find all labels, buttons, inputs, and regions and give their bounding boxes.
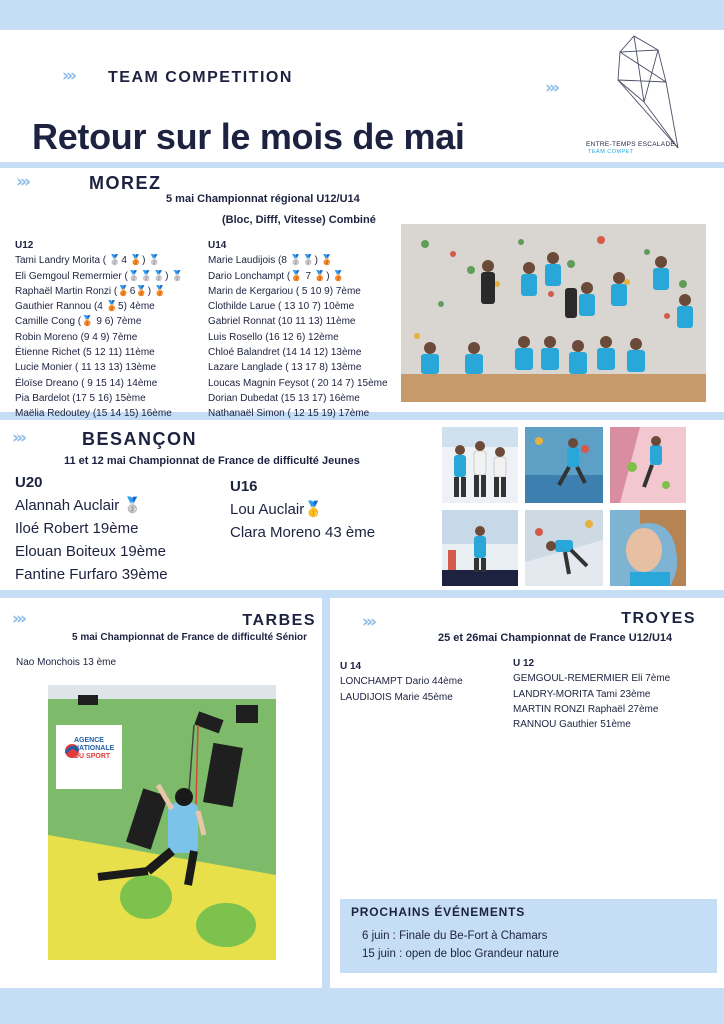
- list-item: Lazare Langlade ( 13 17 8) 13ème: [208, 362, 362, 374]
- troyes-title: TROYES: [621, 610, 696, 627]
- morez-event-disciplines: (Bloc, Difff, Vitesse) Combiné: [222, 214, 376, 226]
- morez-u14-list: [208, 238, 398, 422]
- list-item: Eli Gemgoul Remermier (🥈🥈🥈) 🥈: [15, 270, 184, 282]
- chevrons-right-icon: ›››: [545, 78, 558, 98]
- logo-subtext: TEAM COMPET: [588, 149, 634, 155]
- upcoming-events-box: [340, 899, 717, 973]
- list-item: Clothilde Larue ( 13 10 7) 10ème: [208, 301, 355, 313]
- list-item: Dario Lonchampt (🥉 7 🥉) 🥉: [208, 270, 345, 282]
- besancon-event: 11 et 12 mai Championnat de France de difficulté Jeunes: [64, 455, 360, 467]
- list-item: Éloïse Dreano ( 9 15 14) 14ème: [15, 377, 158, 389]
- section-kicker: TEAM COMPETITION: [108, 69, 293, 86]
- list-heading: U16: [230, 478, 258, 495]
- chevrons-right-icon: ›››: [12, 428, 25, 448]
- list-item: Lou Auclair🥇: [230, 501, 323, 518]
- upcoming-item: 15 juin : open de bloc Grandeur nature: [362, 948, 559, 960]
- list-item: LONCHAMPT Dario 44ème: [340, 676, 463, 688]
- besancon-photo-wall: [610, 427, 686, 503]
- list-item: Maëlia Redoutey (15 14 15) 16ème: [15, 408, 172, 420]
- list-item: Clara Moreno 43 ème: [230, 524, 376, 541]
- page-title: Retour sur le mois de mai: [32, 116, 465, 157]
- sign-line: DU SPORT: [74, 753, 111, 760]
- sign-line: AGENCE: [74, 737, 104, 744]
- list-item: Luis Rosello (16 12 6) 12ème: [208, 331, 339, 343]
- chevrons-right-icon: ›››: [12, 609, 25, 629]
- list-item: MARTIN RONZI Raphaël 27ème: [513, 703, 659, 715]
- list-item: Camille Cong (🥉 9 6) 7ème: [15, 316, 142, 328]
- list-item: Gauthier Rannou (4 🥉5) 4ème: [15, 301, 155, 313]
- club-logo: [584, 32, 694, 158]
- list-item: Marin de Kergariou ( 5 10 9) 7ème: [208, 285, 361, 297]
- list-item: RANNOU Gauthier 51ème: [513, 719, 631, 731]
- chevrons-right-icon: ›››: [362, 612, 375, 632]
- morez-event: 5 mai Championnat régional U12/U14: [166, 193, 360, 205]
- besancon-photo-climber: [525, 427, 603, 503]
- list-item: Gabriel Ronnat (10 11 13) 11ème: [208, 316, 356, 328]
- list-item: LAUDIJOIS Marie 45ème: [340, 691, 453, 703]
- sign-line: NATIONALE: [74, 745, 115, 752]
- morez-title: MOREZ: [89, 173, 162, 193]
- list-heading: U14: [208, 240, 227, 251]
- list-item: Iloé Robert 19ème: [15, 520, 139, 537]
- list-item: Raphaël Martin Ronzi (🥉6🥉) 🥉: [15, 285, 167, 297]
- besancon-title: BESANÇON: [82, 429, 198, 449]
- tarbes-event: 5 mai Championnat de France de difficulté Sénior: [72, 632, 308, 643]
- upcoming-title: PROCHAINS ÉVÉNEMENTS: [351, 905, 526, 919]
- logo-text: ENTRE-TEMPS ESCALADE: [586, 141, 676, 148]
- list-item: Pia Bardelot (17 5 16) 15ème: [15, 392, 146, 404]
- list-item: Alannah Auclair 🥈: [15, 497, 143, 514]
- list-item: Robin Moreno (9 4 9) 7ème: [15, 331, 138, 343]
- list-heading: U20: [15, 474, 43, 491]
- list-heading: U 12: [513, 658, 535, 669]
- list-item: Lucie Monier ( 11 13 13) 13ème: [15, 362, 157, 374]
- list-heading: U 14: [340, 661, 362, 672]
- morez-team-photo: [401, 224, 706, 402]
- list-item: LANDRY-MORITA Tami 23ème: [513, 688, 651, 700]
- list-item: Chloé Balandret (14 14 12) 13ème: [208, 347, 362, 359]
- tarbes-result: Nao Monchois 13 ème: [16, 657, 117, 668]
- besancon-photo-portrait: [610, 510, 686, 586]
- list-item: Marie Laudijois (8 🥈🥈) 🥉: [208, 255, 334, 267]
- list-item: Fantine Furfaro 39ème: [15, 566, 168, 583]
- list-item: Elouan Boiteux 19ème: [15, 543, 166, 560]
- troyes-event: 25 et 26mai Championnat de France U12/U14: [438, 632, 673, 644]
- sponsor-sign: [74, 737, 114, 761]
- chevrons-right-icon: ›››: [16, 172, 29, 192]
- besancon-u16-list: [230, 475, 375, 544]
- besancon-photo-podium: [442, 427, 518, 503]
- list-item: Loucas Magnin Feysot ( 20 14 7) 15ème: [208, 377, 388, 389]
- tarbes-title: TARBES: [242, 612, 316, 629]
- list-item: Dorian Dubedat (15 13 17) 16ème: [208, 392, 360, 404]
- list-item: Étienne Richet (5 12 11) 11ème: [15, 347, 155, 359]
- tarbes-climber-photo: [48, 685, 276, 960]
- besancon-u20-list: [15, 471, 168, 586]
- list-heading: U12: [15, 240, 34, 251]
- morez-u12-list: [15, 238, 205, 422]
- list-item: Nathanaël Simon ( 12 15 19) 17ème: [208, 408, 370, 420]
- besancon-photo-stage: [442, 510, 518, 586]
- list-item: Tami Landry Morita ( 🥈4 🥉) 🥈: [15, 255, 161, 267]
- chevrons-right-icon: ›››: [62, 66, 75, 86]
- upcoming-item: 6 juin : Finale du Be-Fort à Chamars: [362, 930, 548, 942]
- troyes-u12-list: [513, 656, 670, 732]
- list-item: GEMGOUL-REMERMIER Eli 7ème: [513, 673, 671, 685]
- troyes-u14-list: [340, 659, 463, 705]
- entre-temps-logo: [584, 32, 694, 158]
- besancon-photo-overhang: [525, 510, 603, 586]
